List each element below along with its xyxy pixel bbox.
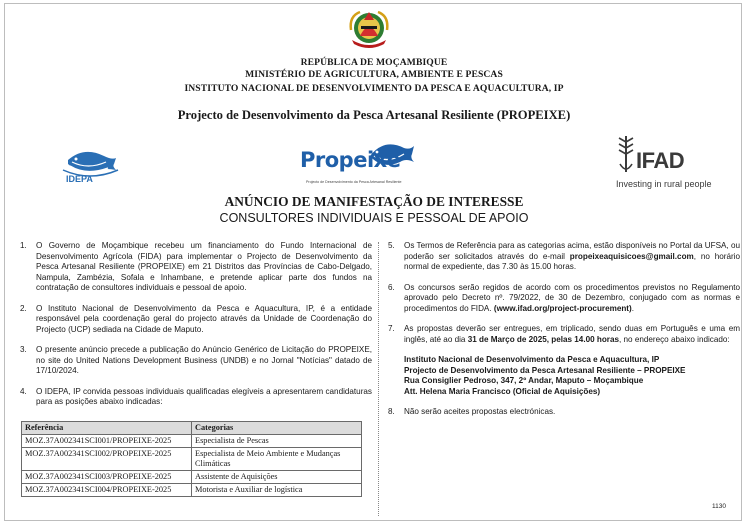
item-number: 6.	[388, 282, 395, 292]
address-line: Rua Consiglier Pedroso, 347, 2º Andar, Maputo – Moçambique	[404, 376, 644, 385]
table-row	[22, 471, 362, 484]
procurement-url[interactable]: (www.ifad.org/project-procurement)	[493, 303, 632, 313]
project-title: Projecto de Desenvolvimento da Pesca Artesanal Resiliente (PROPEIXE)	[177, 108, 571, 122]
cell-category: Motorista e Auxiliar de logística	[192, 484, 362, 497]
cell-reference: MOZ.37A002341SCI004/PROPEIXE-2025	[22, 484, 192, 497]
ifad-logo-text: IFAD	[636, 148, 685, 173]
cell-reference: MOZ.37A002341SCI003/PROPEIXE-2025	[22, 471, 192, 484]
item-text: O Instituto Nacional de Desenvolvimento da Pesca e Aquacultura, IP, é a entidade responsável pela coordenação geral do projecto através da Unidade de Coordenação do Projecto (UCP) sediada na Cidade de Maputo.	[36, 303, 372, 334]
item-number: 3.	[20, 345, 27, 354]
list-item	[388, 324, 740, 397]
item-number: 8.	[388, 407, 395, 416]
item-text	[404, 324, 740, 397]
header-reference: Referência	[22, 422, 192, 435]
address-line: Att. Helena Maria Francisco (Oficial de Aquisições)	[404, 386, 601, 396]
wheat-icon	[616, 134, 636, 174]
propeixe-logo-text: Propeixe	[300, 148, 401, 172]
table-row	[22, 448, 362, 471]
item-text: O presente anúncio precede a publicação do Anúncio Genérico de Licitação do PROPEIXE, no site do United Nations Development Business (UNDB) e no Jornal "Notícias" datado de 17/10/2024.	[36, 345, 372, 375]
header-category: Categorias	[192, 422, 362, 435]
cell-reference: MOZ.37A002341SCI002/PROPEIXE-2025	[22, 448, 192, 471]
item-text-part: .	[631, 303, 634, 313]
item-text: O Governo de Moçambique recebeu um financiamento do Fundo Internacional de Desenvolvimento Agrícola (FIDA) para implementar o Projecto de Desenvolvimento da Pesca Artesanal Resiliente (PROPEIXE) em 21 Distritos das Províncias de Cabo-Delgado, Nampula, Zambézia, Sofala e Inhambane, e pretende aplicar parte dos fundos na contratação de consultores individuais e pessoal de apoio.	[36, 241, 372, 292]
list-item	[388, 407, 740, 418]
propeixe-logo	[296, 136, 418, 192]
item-number: 4.	[20, 386, 27, 396]
cell-reference: MOZ.37A002341SCI001/PROPEIXE-2025	[22, 435, 192, 448]
item-text: Não serão aceites propostas electrónicas.	[404, 407, 556, 416]
list-item	[388, 283, 740, 315]
item-text	[404, 241, 740, 273]
header-institute: INSTITUTO NACIONAL DE DESENVOLVIMENTO DA PESCA E AQUACULTURA, IP	[184, 83, 564, 94]
address-line: Instituto Nacional de Desenvolvimento da Pesca e Aquacultura, IP	[404, 355, 660, 364]
header-ministry: MINISTÉRIO DE AGRICULTURA, AMBIENTE E PESCAS	[245, 69, 503, 80]
idepa-logo	[60, 140, 122, 188]
item-number: 1.	[20, 241, 27, 250]
item-text-part: , no horário normal de expediente, das 7.30 às 15.00 horas.	[404, 251, 740, 271]
item-text: O IDEPA, IP convida pessoas individuais qualificadas elegíveis a apresentarem candidaturas para as posições abaixo indicadas:	[36, 386, 372, 406]
item-text-part: , no endereço abaixo indicado:	[619, 334, 730, 344]
item-text-part: Os Termos de Referência para as categorias acima, estão disponíveis no Portal da UFSA, ou poderão ser solicitados através do e-mail	[404, 241, 740, 261]
ifad-tagline: Investing in rural people	[616, 179, 712, 189]
mozambique-emblem-icon	[346, 6, 392, 52]
item-text	[404, 283, 740, 315]
item-text-part: As propostas deverão ser entregues, em triplicado, sendo duas em Português e uma em inglês, até ao dia	[404, 324, 740, 344]
list-item	[20, 387, 372, 408]
ifad-logo	[614, 134, 718, 192]
list-item	[388, 241, 740, 273]
announcement-title: ANÚNCIO DE MANIFESTAÇÃO DE INTERESSE	[224, 194, 524, 209]
item-text-part: Os concursos serão regidos de acordo com os procedimentos previstos no Regulamento aprovado pelo Decreto nº. 79/2022, de 30 de Dezembro, conjugado com as normas e procedimentos do FIDA.	[404, 282, 740, 313]
header-country: REPÚBLICA DE MOÇAMBIQUE	[300, 57, 448, 68]
list-item	[20, 345, 372, 377]
item-number: 5.	[388, 241, 395, 250]
list-item	[20, 241, 372, 294]
table-row	[22, 435, 362, 448]
item-number: 2.	[20, 303, 27, 313]
table-row	[22, 484, 362, 497]
propeixe-tagline: Projecto de Desenvolvimento da Pesca Artesanal Resiliente	[306, 180, 402, 184]
table-header-row	[22, 422, 362, 435]
announcement-subtitle: CONSULTORES INDIVIDUAIS E PESSOAL DE APOIO	[219, 211, 529, 225]
column-divider	[378, 242, 379, 516]
cell-category: Especialista de Pescas	[192, 435, 362, 448]
contact-email[interactable]: propeixeaquisicoes@gmail.com	[569, 251, 694, 261]
cell-category: Especialista de Meio Ambiente e Mudanças Climáticas	[192, 448, 362, 471]
positions-table	[21, 421, 362, 497]
right-column	[388, 241, 740, 428]
address-line: Projecto de Desenvolvimento da Pesca Artesanal Resiliente – PROPEIXE	[404, 365, 686, 375]
item-number: 7.	[388, 324, 395, 333]
left-column	[20, 241, 372, 418]
idepa-logo-text: IDEPA	[66, 174, 93, 184]
submission-deadline: 31 de Março de 2025, pelas 14.00 horas	[467, 334, 620, 344]
list-item	[20, 304, 372, 336]
page-number: 1130	[712, 503, 726, 510]
delivery-address	[404, 355, 740, 397]
cell-category: Assistente de Aquisições	[192, 471, 362, 484]
